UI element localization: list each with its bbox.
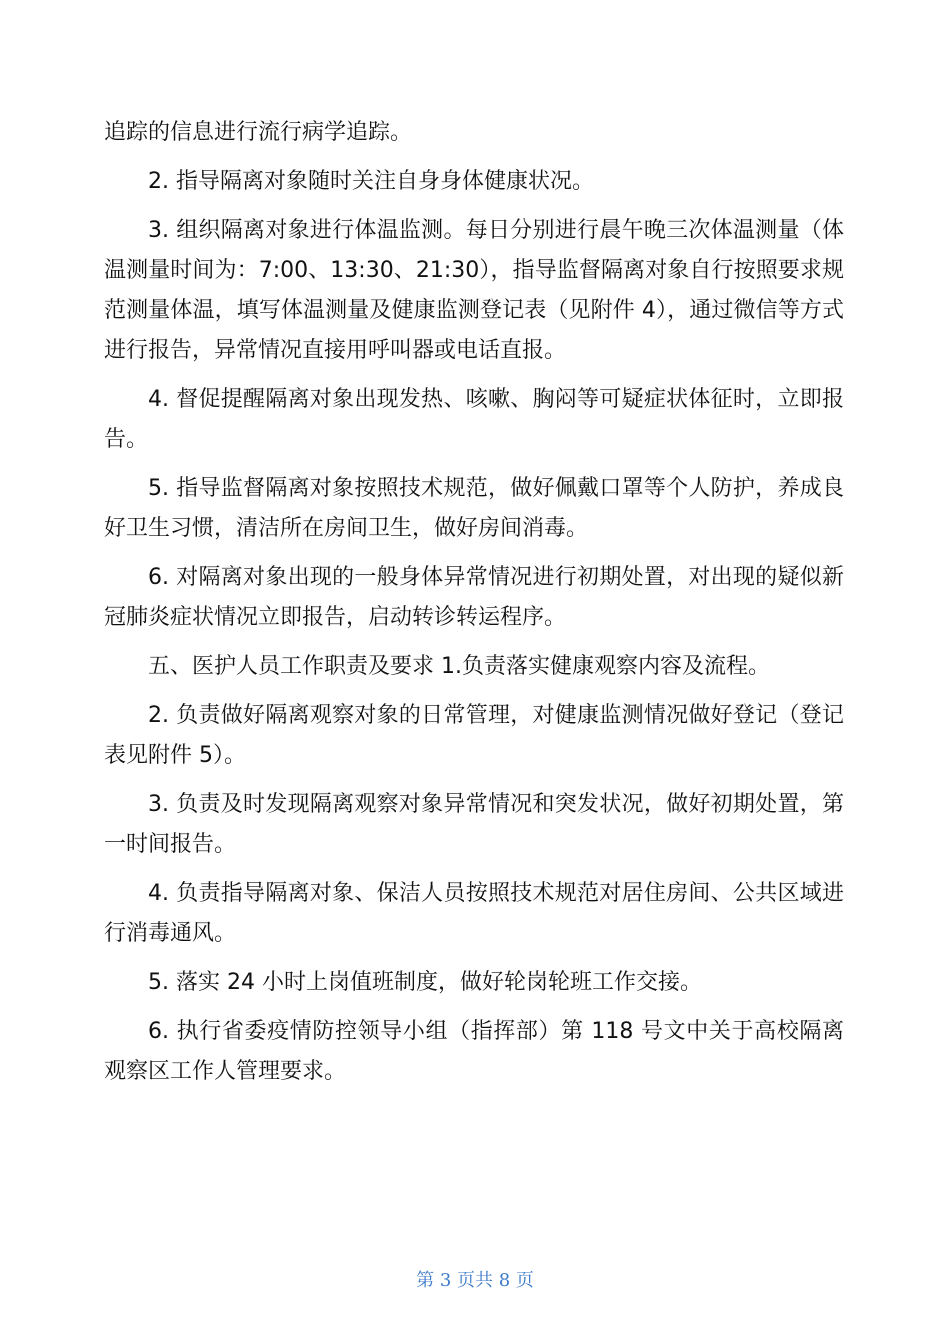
paragraph: 6. 执行省委疫情防控领导小组（指挥部）第 118 号文中关于高校隔离观察区工作人管理要求。 [104, 1019, 844, 1084]
paragraph: 6. 对隔离对象出现的一般身体异常情况进行初期处置，对出现的疑似新冠肺炎症状情况立即报告，启动转诊转运程序。 [104, 565, 844, 630]
paragraph: 3. 组织隔离对象进行体温监测。每日分别进行晨午晚三次体温测量（体温测量时间为：7:00、13:30、21:30），指导监督隔离对象自行按照要求规范测量体温，填写体温测量及健康监测登记表（见附件 4），通过微信等方式进行报告，异常情况直接用呼叫器或电话直报。 [104, 218, 844, 363]
paragraph: 5. 指导监督隔离对象按照技术规范，做好佩戴口罩等个人防护，养成良好卫生习惯，清洁所在房间卫生，做好房间消毒。 [104, 476, 844, 541]
paragraph: 追踪的信息进行流行病学追踪。 [104, 120, 413, 145]
paragraph: 4. 督促提醒隔离对象出现发热、咳嗽、胸闷等可疑症状体征时，立即报告。 [104, 387, 844, 452]
paragraph: 5. 落实 24 小时上岗值班制度，做好轮岗轮班工作交接。 [148, 970, 702, 995]
paragraph: 4. 负责指导隔离对象、保洁人员按照技术规范对居住房间、公共区域进行消毒通风。 [104, 881, 844, 946]
page-number-footer: 第 3 页共 8 页 [416, 1270, 534, 1291]
paragraph: 3. 负责及时发现隔离观察对象异常情况和突发状况，做好初期处置，第一时间报告。 [104, 792, 844, 857]
paragraph: 2. 指导隔离对象随时关注自身身体健康状况。 [148, 169, 594, 194]
paragraph: 2. 负责做好隔离观察对象的日常管理，对健康监测情况做好登记（登记表见附件 5）。 [104, 703, 844, 768]
section-heading-paragraph: 五、医护人员工作职责及要求 1.负责落实健康观察内容及流程。 [148, 654, 770, 679]
document-body [104, 113, 844, 1101]
